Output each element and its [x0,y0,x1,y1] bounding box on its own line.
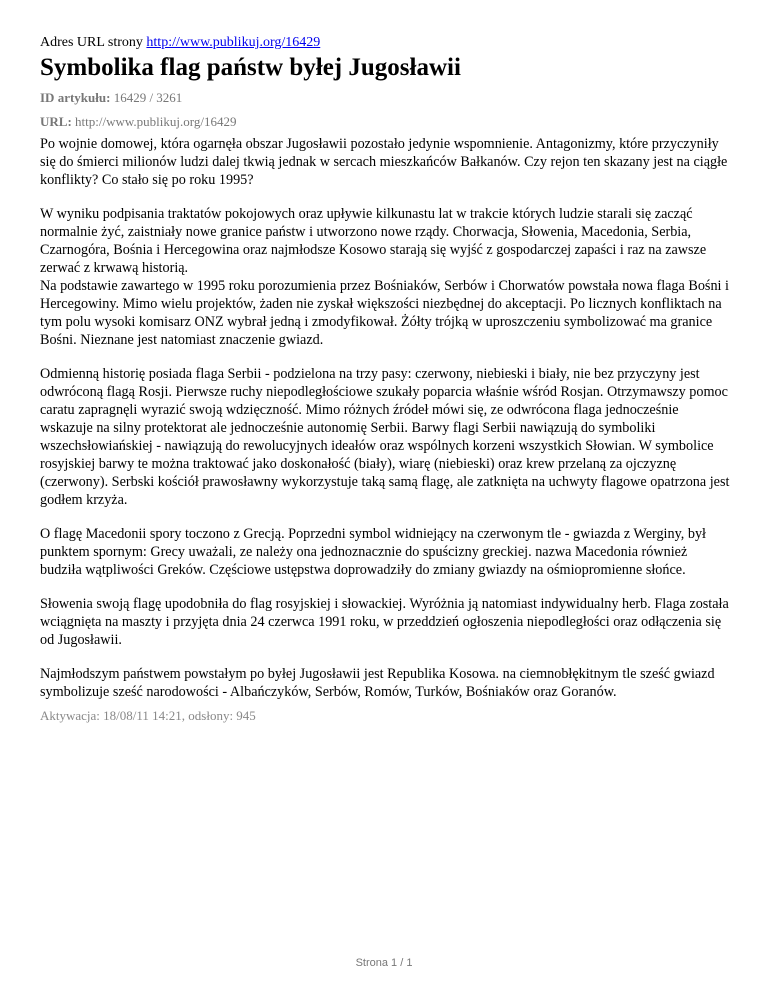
article-url-value: http://www.publikuj.org/16429 [75,114,237,129]
page-url-label: Adres URL strony [40,35,143,50]
article-url-label: URL: [40,114,72,129]
paragraph-intro: Po wojnie domowej, która ogarnęła obszar Jugosławii pozostało jedynie wspomnienie. Antagonizmy, które przyczyniły się do śmierci milionów ludzi dalej tkwią jednak w sercach mieszkańców Bałkanów. Czy rejon ten skazany jest na ciągłe konflikty? Co stało się po roku 1995? [40,136,728,188]
article-url [40,113,730,131]
page-url-link[interactable]: http://www.publikuj.org/16429 [146,35,321,50]
article-page [40,34,730,725]
activation-info: Aktywacja: 18/08/11 14:21, odsłony: 945 [40,708,256,723]
page-url-line [40,34,730,52]
article-id [40,89,730,107]
article-title: Symbolika flag państw byłej Jugosławii [40,54,461,81]
paragraph-kosovo: Najmłodszym państwem powstałym po byłej Jugosławii jest Republika Kosowa. na ciemnobłękitnym tle sześć gwiazd symbolizuje sześć narodowości - Albańczyków, Serbów, Romów, Turków, Bośniaków oraz Goranów. [40,666,715,700]
article-id-label: ID artykułu: [40,90,111,105]
paragraph-treaties-bosnia: W wyniku podpisania traktatów pokojowych oraz upływie kilkunastu lat w trakcie których ludzie starali się zacząć normalnie żyć, zaistniały nowe granice państw i utworzono nowe rządy. Chorwacja, Słowenia, Macedonia, Serbia, Czarnogóra, Bośnia i Hercegowina oraz najmłodsze Kosowo starają się wyjść z gospodarczej zapaści i raz na zawsze zerwać z krwawą historią. Na podstawie zawartego w 1995 roku porozumienia przez Bośniaków, Serbów i Chorwatów powstała nowa flaga Bośni i Hercegowiny. Mimo wielu projektów, żaden nie zyskał większości niezbędnej do akceptacji. Po licznych konfliktach na tym polu wysoki komisarz ONZ wybrał jedną i zmodyfikował. Żółty trójką w uproszczeniu symbolizować ma granice Bośni. Nieznane jest natomiast znaczenie gwiazd. [40,206,729,348]
paragraph-serbia: Odmienną historię posiada flaga Serbii - podzielona na trzy pasy: czerwony, niebieski i biały, nie bez przyczyny jest odwróconą flagą Rosji. Pierwsze ruchy niepodległościowe szukały poparcia właśnie wśród Rosjan. Otrzymawszy pomoc caratu zapragnęli wyrazić swoją wdzięczność. Mimo różnych źródeł mówi się, ze odwrócona flaga jednocześnie wskazuje na silny protektorat ale jednocześnie autonomię Serbii. Barwy flagi Serbii nawiązują do symboliki wszechsłowiańskiej - nawiązują do rewolucyjnych ideałów oraz wspólnych korzeni wszystkich Słowian. W symbolice rosyjskiej barwy te można traktować jako doskonałość (biały), wiarę (niebieski) oraz krew przelaną za ojczyznę (czerwony). Serbski kościół prawosławny wykorzystuje taką samą flagę, ale zatknięta na uchwyty flagowe opatrzona jest godłem krzyża. [40,366,730,508]
page-number: Strona 1 / 1 [355,957,413,969]
paragraph-macedonia: O flagę Macedonii spory toczono z Grecją. Poprzedni symbol widniejący na czerwonym tle - gwiazda z Werginy, był punktem spornym: Grecy uważali, ze należy ona jednoznacznie do spuścizny greckiej. nazwa Macedonia również budziła wątpliwości Greków. Częściowe ustępstwa doprowadziły do zmiany gwiazdy na ośmiopromienne słońce. [40,526,706,578]
article-id-value: 16429 / 3261 [113,90,183,105]
paragraph-slovenia: Słowenia swoją flagę upodobniła do flag rosyjskiej i słowackiej. Wyróżnia ją natomiast indywidualny herb. Flaga została wciągnięta na maszty i przyjęta dnia 24 czerwca 1991 roku, w przeddzień ogłoszenia niepodległości oraz odłączenia się od Jugosławii. [40,596,729,648]
